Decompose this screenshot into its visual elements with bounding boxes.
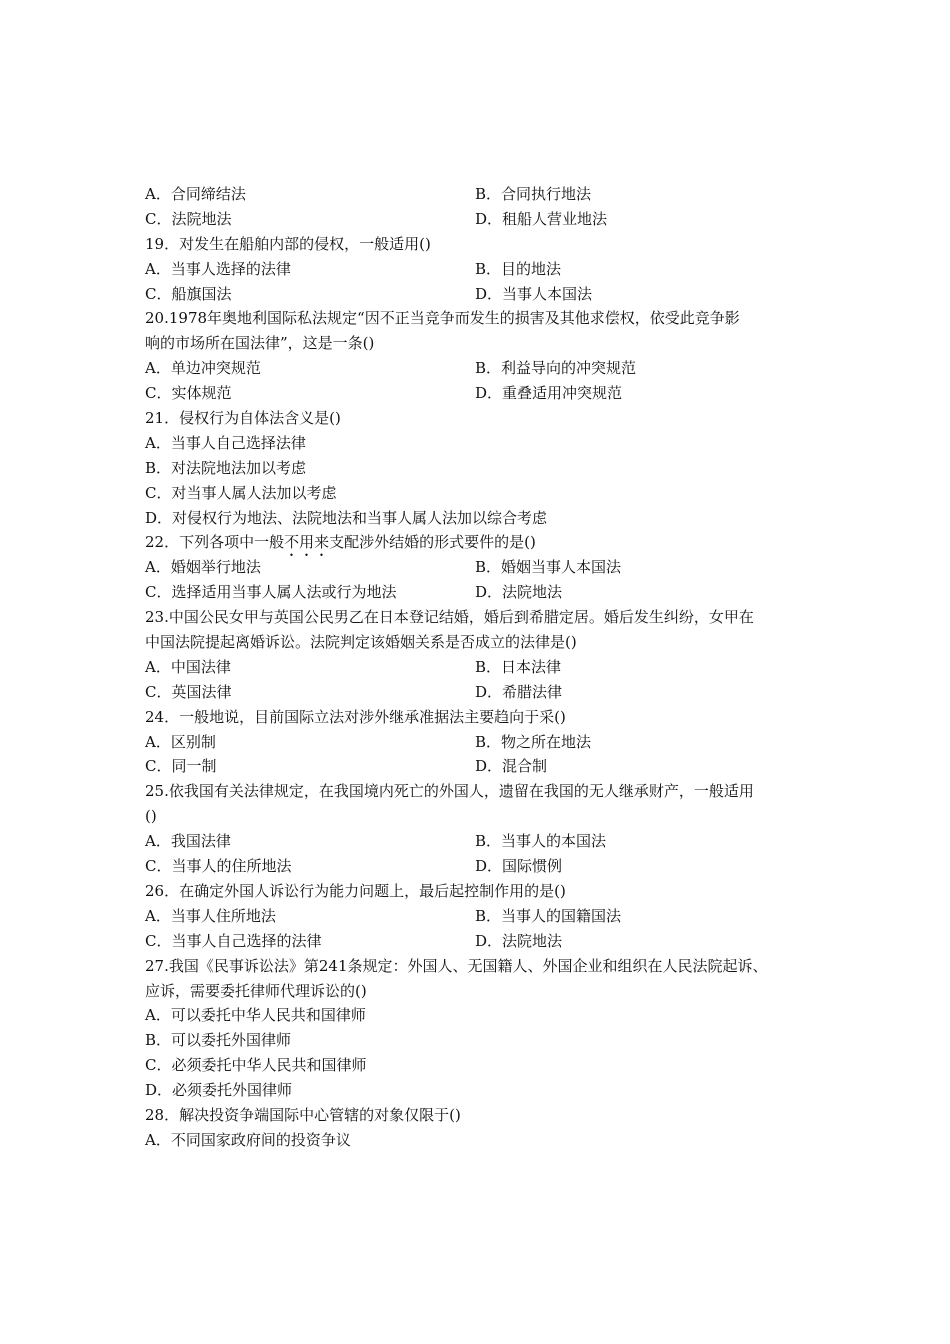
option-text: B．利益导向的冲突规范 [475,359,637,378]
text-line: A．不同国家政府间的投资争议 [145,1130,351,1149]
option-text: A．区别制 [145,732,216,751]
option-text: D．法院地法 [475,583,563,602]
text-line: 20.1978年奥地利国际私法规定“因不正当竞争而发生的损害及其他求偿权，依受此竞争影 [145,309,740,328]
option-text: D．当事人本国法 [475,284,593,303]
option-text: A．合同缔结法 [145,185,246,203]
option-text: B．合同执行地法 [475,185,592,203]
option-row [145,655,810,680]
option-text: D．租船人营业地法 [475,209,608,228]
text-line: 应诉，需要委托律师代理诉讼的() [145,981,367,1000]
option-text: C．当事人自己选择的法律 [145,931,322,950]
option-text: D．希腊法律 [475,682,563,701]
option-row [145,754,810,779]
text-line: B．对法院地法加以考虑 [145,458,307,477]
option-text: D．混合制 [475,757,548,776]
text-line: B．可以委托外国律师 [145,1031,292,1050]
option-row [145,182,810,207]
option-text: B．日本法律 [475,657,562,676]
option-text: B．物之所在地法 [475,732,592,751]
emphasized-text: 不用来 [284,533,330,552]
option-text: C．船旗国法 [145,284,232,303]
option-row [145,381,810,406]
text-line: C．对当事人属人法加以考虑 [145,483,337,502]
option-text: C．英国法律 [145,682,232,701]
option-row [145,257,810,282]
option-row [145,829,810,854]
text-line: D．必须委托外国律师 [145,1081,293,1100]
option-row [145,904,810,929]
text-line: 19．对发生在船舶内部的侵权，一般适用() [145,234,431,253]
option-row [145,580,810,605]
text-line: 响的市场所在国法律”，这是一条() [145,334,375,353]
text-line: 28．解决投资争端国际中心管辖的对象仅限于() [145,1105,461,1124]
text-line: 21．侵权行为自体法含义是() [145,409,341,428]
option-row [145,282,810,307]
option-text: A．婚姻举行地法 [145,558,261,577]
text-line: 26．在确定外国人诉讼行为能力问题上，最后起控制作用的是() [145,881,566,900]
option-text: C．当事人的住所地法 [145,857,292,876]
text-line: 24．一般地说，目前国际立法对涉外继承准据法主要趋向于采() [145,707,566,726]
text-line: 25.依我国有关法律规定，在我国境内死亡的外国人，遗留在我国的无人继承财产，一般适用 [145,782,754,801]
question-text [145,530,810,555]
option-text: B．当事人的国籍国法 [475,906,622,925]
option-text: A．我国法律 [145,832,231,851]
option-text: D．国际惯例 [475,857,563,876]
option-row [145,207,810,232]
option-row [145,730,810,755]
option-row [145,854,810,879]
text-line: 中国法院提起离婚诉讼。法院判定该婚姻关系是否成立的法律是() [145,633,577,652]
document-page [145,182,810,1153]
option-text: D．法院地法 [475,931,563,950]
question-text-part: 22．下列各项中一般 [145,533,285,552]
text-line: C．必须委托中华人民共和国律师 [145,1056,367,1075]
text-line: A．可以委托中华人民共和国律师 [145,1006,366,1025]
option-text: B．当事人的本国法 [475,832,607,851]
option-text: A．中国法律 [145,657,231,676]
text-line: 27.我国《民事诉讼法》第241条规定：外国人、无国籍人、外国企业和组织在人民法院起诉、 [145,956,768,975]
option-row [145,356,810,381]
option-row [145,929,810,954]
text-line: A．当事人自己选择法律 [145,433,306,452]
text-line: 23.中国公民女甲与英国公民男乙在日本登记结婚，婚后到希腊定居。婚后发生纠纷，女甲在 [145,608,754,627]
option-text: D．重叠适用冲突规范 [475,384,623,403]
text-line: D．对侵权行为地法、法院地法和当事人属人法加以综合考虑 [145,508,548,527]
option-text: C．法院地法 [145,209,232,228]
option-text: A．当事人选择的法律 [145,259,291,278]
option-text: C．同一制 [145,757,217,776]
option-text: B．婚姻当事人本国法 [475,558,622,577]
text-line: () [145,807,157,826]
option-text: C．实体规范 [145,384,232,403]
option-text: A．当事人住所地法 [145,906,276,925]
option-text: C．选择适用当事人属人法或行为地法 [145,583,397,602]
question-text-part: 支配涉外结婚的形式要件的是() [329,533,536,552]
option-row [145,555,810,580]
option-row [145,680,810,705]
option-text: B．目的地法 [475,259,562,278]
option-text: A．单边冲突规范 [145,359,261,378]
